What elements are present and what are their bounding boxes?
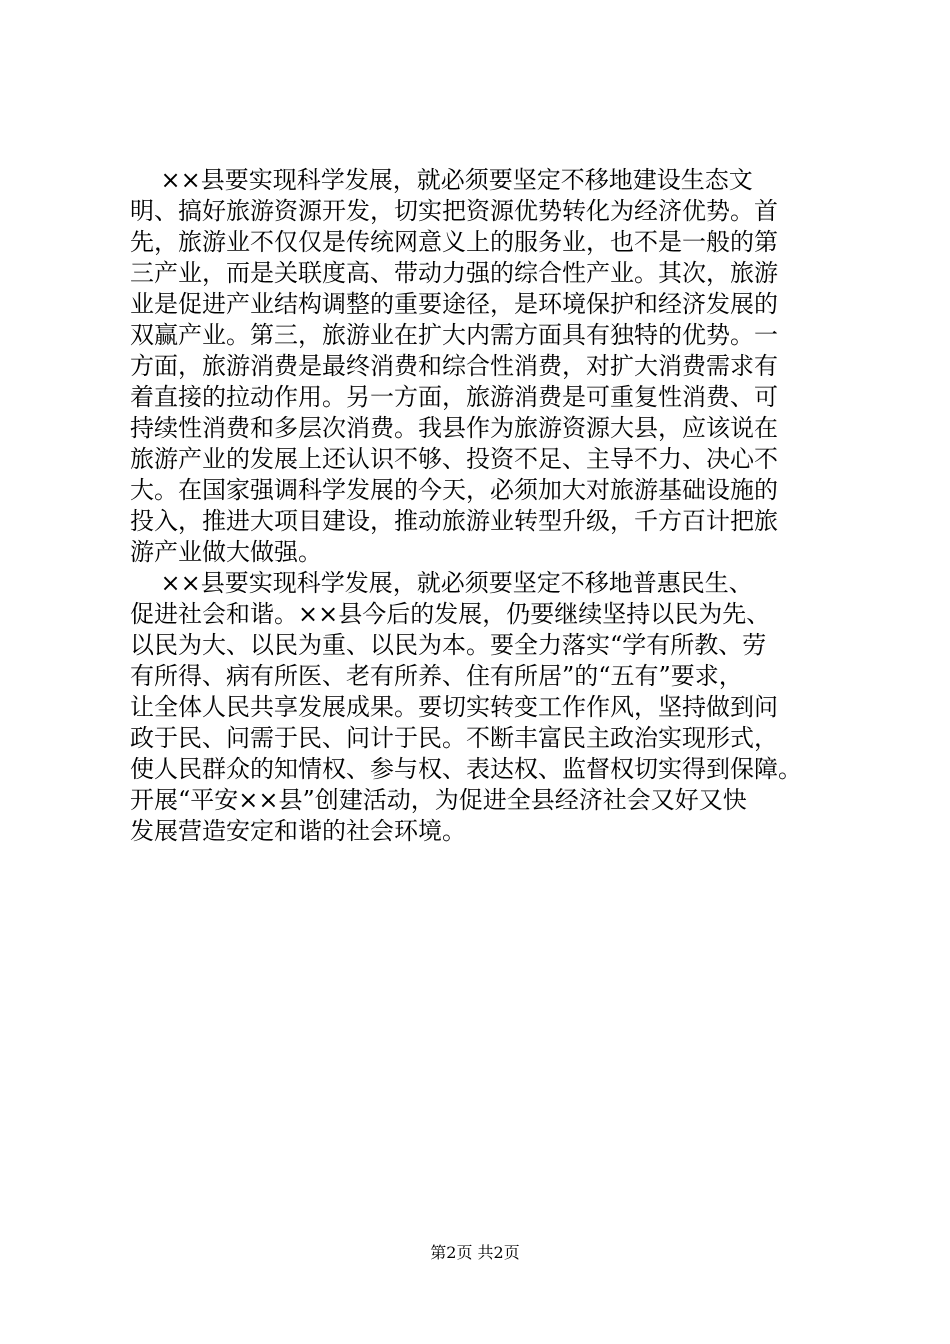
- text-line: 先，旅游业不仅仅是传统网意义上的服务业，也不是一般的第: [130, 228, 778, 256]
- text-line: 有所得、病有所医、老有所养、住有所居”的“五有”要求，: [130, 662, 743, 690]
- text-line: 明、搞好旅游资源开发，切实把资源优势转化为经济优势。首: [130, 197, 778, 225]
- text-line: ××县要实现科学发展，就必须要坚定不移地普惠民生、: [130, 569, 753, 597]
- page-number-footer: 第2页 共2页: [430, 1243, 520, 1262]
- text-line: 以民为大、以民为重、以民为本。要全力落实“学有所教、劳: [130, 631, 767, 659]
- text-line: 双赢产业。第三，旅游业在扩大内需方面具有独特的优势。一: [130, 321, 778, 349]
- text-line: 旅游产业的发展上还认识不够、投资不足、主导不力、决心不: [130, 445, 778, 473]
- text-line: 让全体人民共享发展成果。要切实转变工作作风，坚持做到问: [130, 693, 778, 721]
- text-line: 开展“平安××县”创建活动，为促进全县经济社会又好又快: [130, 786, 747, 814]
- text-line: 方面，旅游消费是最终消费和综合性消费，对扩大消费需求有: [130, 352, 778, 380]
- text-line: 促进社会和谐。××县今后的发展，仍要继续坚持以民为先、: [130, 600, 771, 628]
- text-line: 投入，推进大项目建设，推动旅游业转型升级，千方百计把旅: [130, 507, 778, 535]
- text-line: 三产业，而是关联度高、带动力强的综合性产业。其次，旅游: [130, 259, 778, 287]
- text-line: 持续性消费和多层次消费。我县作为旅游资源大县，应该说在: [130, 414, 778, 442]
- text-line: 大。在国家强调科学发展的今天，必须加大对旅游基础设施的: [130, 476, 778, 504]
- text-line: 着直接的拉动作用。另一方面，旅游消费是可重复性消费、可: [130, 383, 778, 411]
- text-line: 游产业做大做强。: [130, 538, 322, 566]
- text-line: 使人民群众的知情权、参与权、表达权、监督权切实得到保障。: [130, 755, 802, 783]
- text-line: 业是促进产业结构调整的重要途径，是环境保护和经济发展的: [130, 290, 778, 318]
- text-line: 政于民、问需于民、问计于民。不断丰富民主政治实现形式，: [130, 724, 778, 752]
- text-line: 发展营造安定和谐的社会环境。: [130, 817, 466, 845]
- text-line: ××县要实现科学发展，就必须要坚定不移地建设生态文: [130, 166, 753, 194]
